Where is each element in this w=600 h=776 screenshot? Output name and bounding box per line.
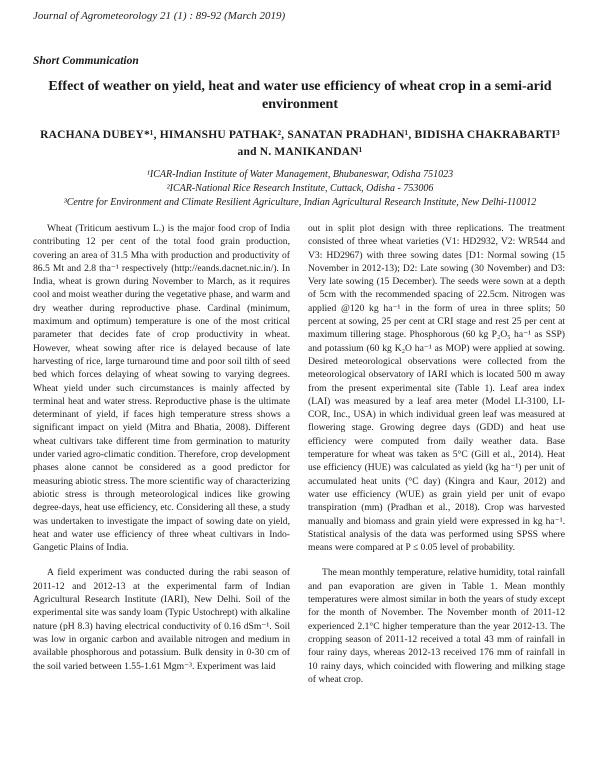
affiliation-2: ²ICAR-National Rice Research Institute, Cuttack, Odisha - 753006: [166, 183, 434, 194]
paragraph-methods: A field experiment was conducted during the rabi season of 2011-12 and 2012-13 at the experimental farm of Indian Agricultural Research Institute (IARI), New Delhi. Soil of the experimental site was sandy loam (Typic Ustochrept) with alkaline nature (pH 8.3) having electrical conductivity of 0.16 dSm⁻¹. Soil was low in organic carbon and available nitrogen and medium in available phosphorous and potassium. Bulk density in 0-30 cm of the soil varied between 1.55-1.61 Mgm⁻³. Experiment was laid: [33, 567, 290, 672]
affiliations: [20, 168, 580, 210]
paragraph-methods-continued: out in split plot design with three replications. The treatment consisted of three wheat varieties (V1: HD2932, V2: WR544 and V3: HD2967) with three sowing dates [D1: Normal sowing (15 November in 2012-13); D2: Late sowing (30 November) and D3: Very late sowing (15 December). The seeds were sown at a depth of 5cm with the recommended spacing of 22.5cm. Nitrogen was applied @120 kg ha⁻¹ in the form of urea in three splits; 50 percent at sowing, 25 per cent at CRI stage and rest 25 per cent at maximum tillering stage. Phosphorous (60 kg P₂O₅ ha⁻¹ as SSP) and potassium (60 kg K₂O ha⁻¹ as MOP) were applied at sowing. Desired meteorological observations were collected from the meteorological observatory of IARI which is located 500 m away from the present experimental site (Table 1). Leaf area index (LAI) was measured by a leaf area meter (Model LI-3100, LI-COR, Inc., USA) in which individual green leaf was measured at flowering stage. Growing degree days (GDD) and heat use efficiency were computed from daily weather data. Base temperature for wheat was taken as 5°C (Gill et al., 2014). Heat use efficiency (HUE) was calculated as yield (kg ha⁻¹) per unit of accumulated heat units (°C day) (Kingra and Kaur, 2012) and water use efficiency (WUE) as grain yield per unit of evapo transpiration (mm) (Pradhan et al., 2018). Crop was harvested manually and biomass and grain yield were expressed in kg ha⁻¹. Statistical analysis of the data was performed using SPSS where means were compared at P ≤ 0.05 level of probability.: [308, 223, 565, 554]
author-list: RACHANA DUBEY*¹, HIMANSHU PATHAK², SANATAN PRADHAN¹, BIDISHA CHAKRABARTI³ and N. MANIKANDAN¹: [40, 129, 560, 158]
affiliation-1: ¹ICAR-Indian Institute of Water Management, Bhubaneswar, Odisha 751023: [146, 169, 454, 180]
paper-title: Effect of weather on yield, heat and water use efficiency of wheat crop in a semi-arid environment: [48, 79, 552, 112]
journal-header: Journal of Agrometeorology 21 (1) : 89-92 (March 2019): [33, 10, 286, 22]
paragraph-results: The mean monthly temperature, relative humidity, total rainfall and pan evaporation are given in Table 1. Mean monthly temperatures were almost similar in both the years of study except for the month of November. The November month of 2011-12 experienced 2.1°C higher temperature than the year 2012-13. The cropping season of 2011-12 received a total 43 mm of rainfall in four rainy days, whereas 2012-13 received 176 mm of rainfall in 10 rainy days, which coincided with flowering and milking stage of wheat crop.: [308, 567, 565, 685]
body-column-right: [308, 222, 565, 686]
section-label: Short Communication: [33, 55, 139, 67]
body-column-left: [33, 222, 290, 673]
paragraph-intro: Wheat (Triticum aestivum L.) is the major food crop of India contributing 12 per cent of the total food grain production, covering an area of 31.5 Mha with production and productivity of 86.5 Mt and 2.8 tha⁻¹ respectively (http://eands.dacnet.nic.in/). In India, wheat is grown during November to March, as it requires cool and moist weather during the vegetative phase, and warm and dry weather during reproductive phase. Cardinal (minimum, maximum and optimum) temperature is one of the most critical parameter that decides fate of crop productivity in wheat. However, wheat sowing after rice is delayed because of late harvesting of rice, large turnaround time and poor soil tilth of seed bed which forces delaying of wheat sowing to varying degrees. Wheat yield under such circumstances is mainly affected by terminal heat and water stress. Reproductive phase is the ultimate determinant of yield, if faces high temperature stress shows a significant impact on yield (Mitra and Bhatia, 2008). Different wheat cultivars take different time from germination to maturity under varied agro-climatic condition. Therefore, crop development phases alone cannot be considered as a good predictor for measuring abiotic stress. The more scientific way of characterizing abiotic stress is through meteorological indices like growing degree-days, heat use efficiency, etc. Considering all these, a study was undertaken to investigate the impact of sowing date on yield, heat and water use efficiency of three wheat cultivars in Indo-Gangetic Plains of India.: [33, 223, 290, 554]
affiliation-3: ³Centre for Environment and Climate Resilient Agriculture, Indian Agricultural Research Institute, New Delhi-110012: [63, 197, 537, 208]
